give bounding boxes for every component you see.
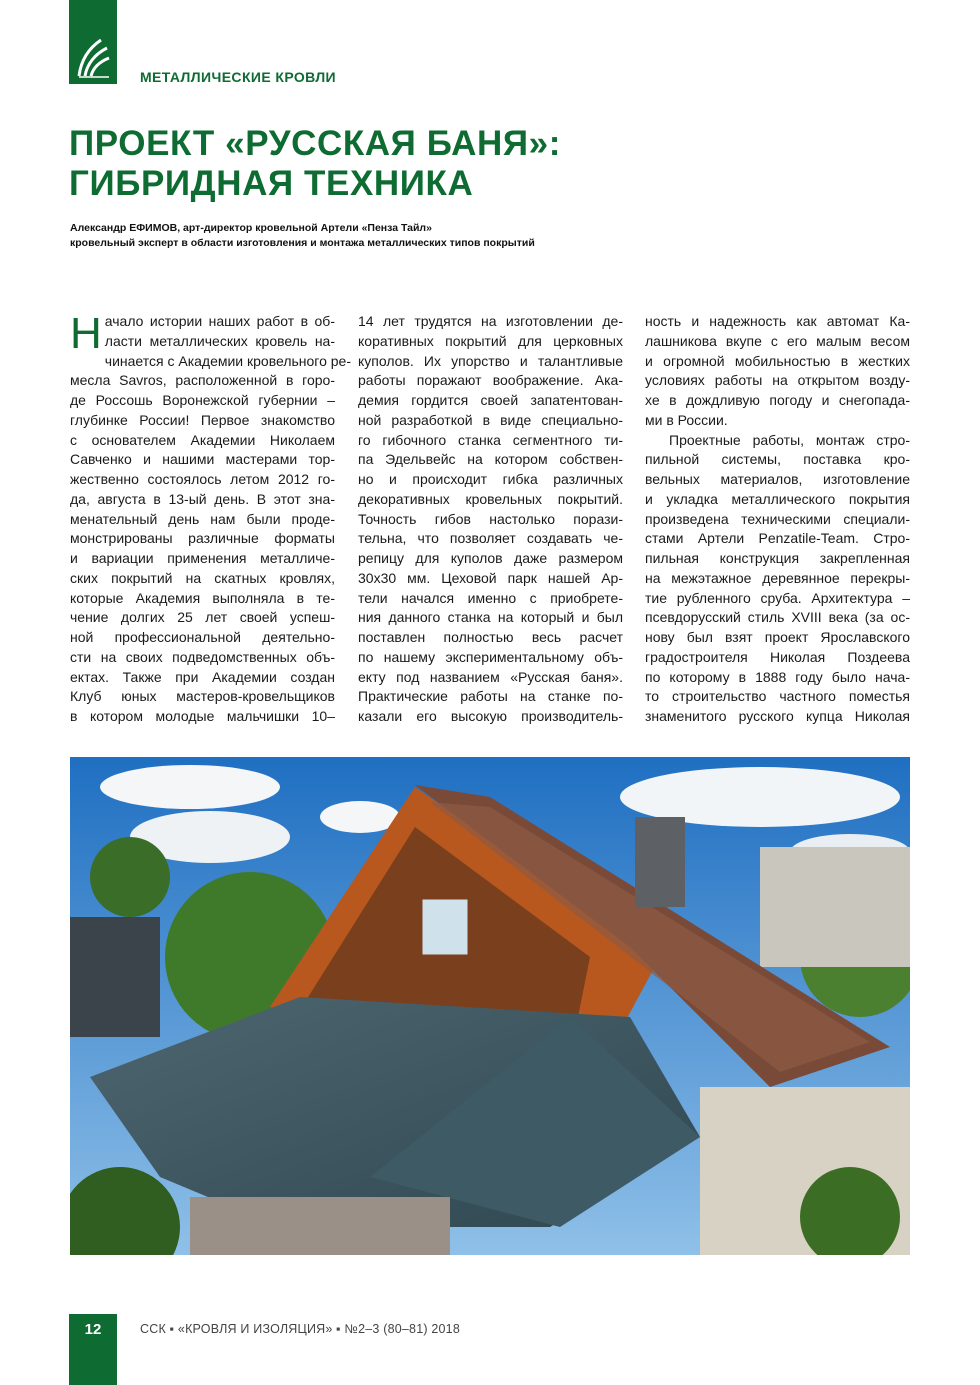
text-line: да, августа в 13-ый день. В этот зна-: [70, 490, 335, 507]
text-line: на межэтажное деревянное перекры-: [645, 569, 910, 586]
text-line: декоративных кровельных покрытий.: [358, 490, 623, 507]
text-line: Проектные работы, монтаж стро-: [669, 431, 910, 448]
text-line: ной профессиональной деятельно-: [70, 629, 335, 645]
article-photo-roof: [70, 757, 910, 1255]
text-line: монстрированы различные форматы: [70, 530, 335, 547]
text-line: го гибочного станка сегментного ти-: [358, 431, 623, 448]
page-number: 12: [69, 1314, 117, 1385]
text-line: псевдорусский стиль XVIII века (за ос-: [645, 609, 910, 626]
text-line: Практические работы на станке по-: [358, 688, 623, 705]
text-line: вельных материалов, изготовление: [645, 471, 910, 487]
author-line: Александр ЕФИМОВ, арт-директор кровельной Артели «Пенза Тайл»: [70, 222, 432, 234]
text-line: репицу для куполов даже размером: [358, 550, 623, 566]
text-line: то строительство частного поместья: [645, 688, 910, 705]
text-line: ми в России.: [645, 411, 728, 428]
text-line: Точность гибов настолько порази-: [358, 510, 623, 527]
title-line: ПРОЕКТ «РУССКАЯ БАНЯ»:: [69, 124, 561, 163]
text-line: стами Артели Penzatile-Team. Стро-: [645, 530, 910, 547]
text-line: Савченко и нашими мастерами тор-: [70, 451, 335, 468]
text-line: которые Академия выполняла в те-: [70, 589, 335, 606]
text-line: чинается с Академии кровельного ре-: [104, 352, 352, 369]
text-line: 30х30 мм. Цеховой парк нашей Ар-: [358, 569, 623, 586]
text-column-3: [645, 312, 910, 727]
text-line: екту под названием «Русская баня».: [358, 668, 623, 685]
text-line: месла Savros, расположенной в горо-: [70, 372, 335, 389]
text-line: и укладка металлического покрытия: [645, 490, 910, 507]
text-line: произведена техническими специали-: [645, 510, 910, 527]
text-line: тельна, что позволяет создавать че-: [358, 530, 623, 547]
article-title: [69, 124, 561, 204]
text-line: хе в дождливую погоду и снегопада-: [645, 392, 910, 408]
text-line: казали его высокую производитель-: [358, 708, 623, 724]
text-line: куполов. Их упорство и талантливые: [358, 352, 623, 369]
title-line: ГИБРИДНАЯ ТЕХНИКА: [69, 164, 474, 203]
text-line: сти на своих подведомственных объ-: [70, 648, 335, 665]
text-line: ачало истории наших работ в об-: [104, 313, 335, 329]
drop-cap: Н: [70, 309, 102, 358]
text-line: по которому в 1888 году было нача-: [645, 668, 910, 685]
text-column-1: [70, 309, 352, 727]
text-line: де Россошь Воронежской губернии –: [70, 392, 335, 408]
author-byline: [70, 221, 535, 251]
magazine-logo: [69, 0, 117, 84]
text-line: по нашему экспериментальному объ-: [358, 648, 623, 665]
text-line: Клуб юных мастеров-кровельщиков: [70, 688, 335, 705]
text-line: ских покрытий на скатных кровлях,: [70, 569, 335, 586]
text-line: ной разработкой в виде специально-: [358, 411, 623, 428]
text-line: жественно состоялось летом 2012 го-: [70, 471, 335, 487]
text-line: градостроителя Николая Поздеева: [645, 648, 910, 665]
text-line: тели начался именно с приобрете-: [358, 589, 623, 606]
text-column-2: [358, 312, 623, 727]
text-line: ектах. Также при Академии создан: [70, 668, 335, 685]
text-line: ласти металлических кровель на-: [104, 332, 335, 349]
text-line: и огромной мобильностью в жестких: [645, 352, 910, 369]
leaf-logo-icon: [75, 36, 111, 80]
text-line: знаменитого русского купца Николая: [645, 708, 910, 724]
text-line: тие рубленного сруба. Архитектура –: [645, 589, 910, 606]
text-line: коративных покрытий для церковных: [358, 332, 623, 349]
text-line: работы поражают воображение. Ака-: [358, 372, 623, 389]
section-label: МЕТАЛЛИЧЕСКИЕ КРОВЛИ: [140, 69, 337, 85]
text-line: па Эдельвейс на котором собствен-: [358, 451, 623, 468]
text-line: чение долгих 25 лет своей успеш-: [70, 609, 335, 626]
text-line: 14 лет трудятся на изготовлении де-: [358, 313, 623, 329]
text-line: менательный день нам были проде-: [70, 510, 335, 527]
text-line: и вариации применения металличе-: [70, 550, 335, 566]
text-line: нову был взят проект Ярославского: [645, 629, 910, 645]
text-line: ность и надежность как автомат Ка-: [645, 313, 910, 329]
text-line: в котором молодые мальчишки 10–: [70, 708, 335, 724]
text-line: пильной системы, поставка кро-: [645, 451, 910, 468]
author-line: кровельный эксперт в области изготовления и монтажа металлических типов покрытий: [70, 237, 535, 249]
text-line: ния данного станка на который и был: [358, 609, 623, 626]
text-line: с основателем Академии Николаем: [70, 431, 335, 448]
text-line: поставлен полностью весь расчет: [358, 629, 623, 645]
text-line: но и происходит гибка различных: [358, 471, 623, 487]
footer-publication: ССК ▪ «КРОВЛЯ И ИЗОЛЯЦИЯ» ▪ №2–3 (80–81) 2018: [140, 1322, 460, 1336]
text-line: пильная конструкция закрепленная: [645, 550, 910, 566]
text-line: глубинке России! Первое знакомство: [70, 411, 335, 428]
text-line: лашникова вкупе с его малым весом: [645, 332, 910, 349]
text-line: демия гордится своей запатентован-: [358, 392, 623, 408]
text-line: условиях работы на открытом возду-: [645, 372, 910, 389]
